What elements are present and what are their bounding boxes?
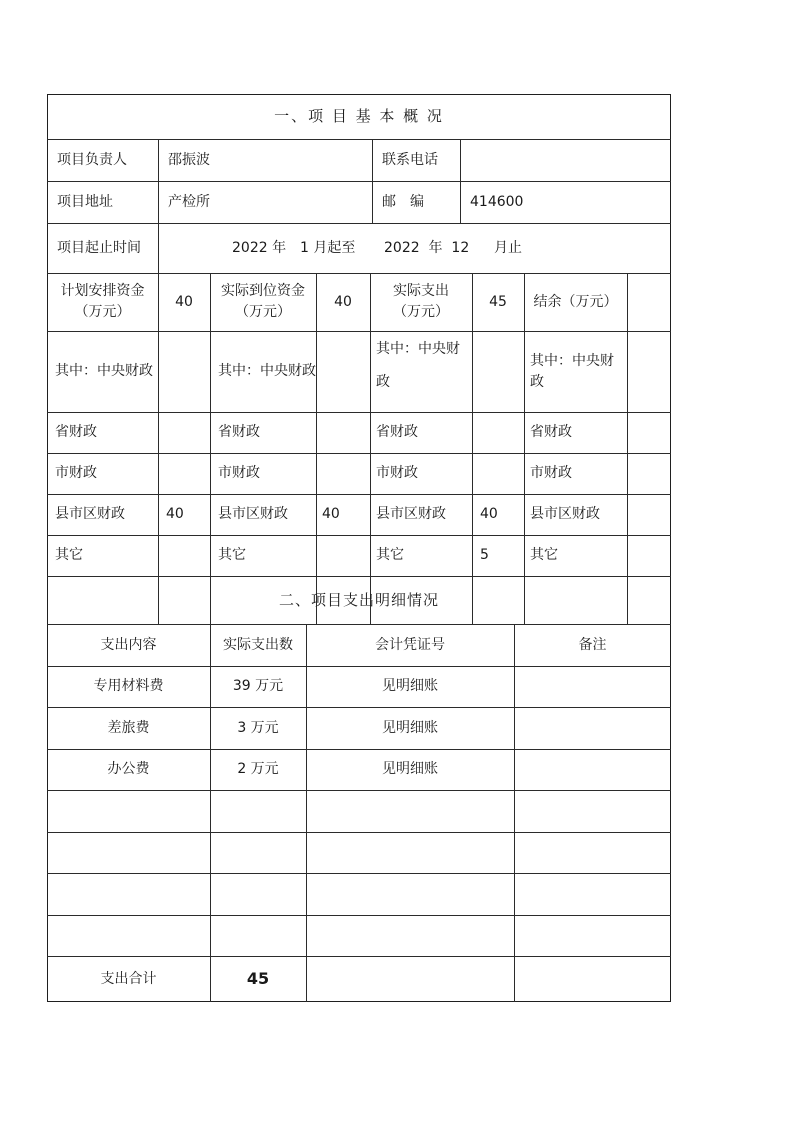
other-label-planned: 其它 (55, 547, 83, 563)
rule (47, 832, 671, 833)
received-funds-label (210, 273, 316, 331)
county-label-balance: 县市区财政 (530, 506, 600, 522)
province-label-spent: 省财政 (376, 424, 418, 440)
received-funds-value: 40 (334, 293, 352, 310)
planned-funds-value: 40 (175, 293, 193, 310)
city-label-received: 市财政 (218, 465, 260, 481)
postcode-label: 邮 编 (382, 193, 424, 210)
other-label-received: 其它 (218, 547, 246, 563)
central-label-received: 其中：中央财政 (218, 363, 316, 379)
period-label: 项目起止时间 (57, 239, 141, 256)
period-end-year: 2022 年 12 (384, 239, 470, 256)
central-label-planned: 其中：中央财政 (55, 363, 153, 379)
table-row-2-remarks (514, 749, 671, 790)
received-funds-label-line1: 实际到位资金 (221, 283, 305, 299)
spent-funds-label-line1: 实际支出 (393, 283, 449, 299)
leader-label: 项目负责人 (57, 151, 127, 168)
central-label-balance: 其中：中央财政 (530, 352, 614, 390)
city-label-planned: 市财政 (55, 465, 97, 481)
central-label-spent-line1: 其中：中央财 (376, 341, 460, 357)
rule (47, 790, 671, 791)
spent-funds-value: 45 (489, 293, 507, 310)
total-value: 45 (246, 969, 270, 988)
project-form (47, 94, 671, 1002)
table-row-1-content: 差旅费 (107, 719, 150, 736)
province-label-balance: 省财政 (530, 424, 572, 440)
total-label: 支出合计 (100, 970, 157, 987)
phone-label: 联系电话 (382, 151, 438, 168)
county-label-received: 县市区财政 (218, 506, 288, 522)
leader-value: 邵振波 (168, 151, 210, 168)
section-title-overview: 一、项 目 基 本 概 况 (274, 107, 444, 126)
other-spent-value: 5 (480, 547, 489, 563)
planned-funds-label (47, 273, 158, 331)
central-label-spent (370, 331, 472, 412)
table-row-0-content: 专用材料费 (93, 678, 164, 694)
city-label-balance: 市财政 (530, 465, 572, 481)
period-start-year: 2022 年 (232, 239, 287, 256)
rule (47, 873, 671, 874)
table-row-1-voucher: 见明细账 (382, 719, 438, 736)
other-label-balance: 其它 (530, 547, 558, 563)
county-label-spent: 县市区财政 (376, 506, 446, 522)
postcode-value: 414600 (470, 193, 524, 210)
table-row-0-remarks (514, 666, 671, 707)
section-title-details: 二、项目支出明细情况 (278, 590, 439, 609)
table-row-1-remarks (514, 707, 671, 749)
address-label: 项目地址 (57, 193, 113, 210)
table-row-0-amount: 39 万元 (232, 678, 284, 694)
table-row-2-amount: 2 万元 (237, 761, 279, 777)
header-voucher: 会计凭证号 (375, 636, 445, 653)
address-value: 产检所 (168, 193, 210, 210)
phone-value (460, 139, 671, 181)
county-label-planned: 县市区财政 (55, 506, 125, 522)
planned-funds-label-line2: （万元） (74, 304, 131, 320)
received-funds-label-line2: （万元） (235, 304, 291, 320)
balance-label: 结余（万元） (533, 293, 618, 310)
spent-funds-label (370, 273, 472, 331)
county-received-value: 40 (322, 506, 340, 522)
county-planned-value: 40 (166, 506, 184, 522)
city-label-spent: 市财政 (376, 465, 418, 481)
other-label-spent: 其它 (376, 547, 404, 563)
table-row-1-amount: 3 万元 (237, 719, 279, 736)
balance-value (627, 273, 671, 331)
table-row-2-voucher: 见明细账 (382, 761, 438, 777)
county-spent-value: 40 (480, 506, 498, 522)
planned-funds-label-line1: 计划安排资金 (60, 283, 145, 299)
spent-funds-label-line2: （万元） (393, 304, 449, 320)
central-label-spent-line2: 政 (376, 374, 390, 390)
rule (47, 915, 671, 916)
header-remarks: 备注 (578, 636, 607, 653)
header-amount: 实际支出数 (223, 636, 293, 653)
period-start-month: 1 月起至 (300, 239, 356, 256)
header-content: 支出内容 (100, 636, 157, 653)
table-row-0-voucher: 见明细账 (382, 678, 438, 694)
province-label-planned: 省财政 (55, 424, 97, 440)
period-end-month: 月止 (494, 239, 522, 256)
province-label-received: 省财政 (218, 424, 260, 440)
table-row-2-content: 办公费 (107, 761, 150, 777)
